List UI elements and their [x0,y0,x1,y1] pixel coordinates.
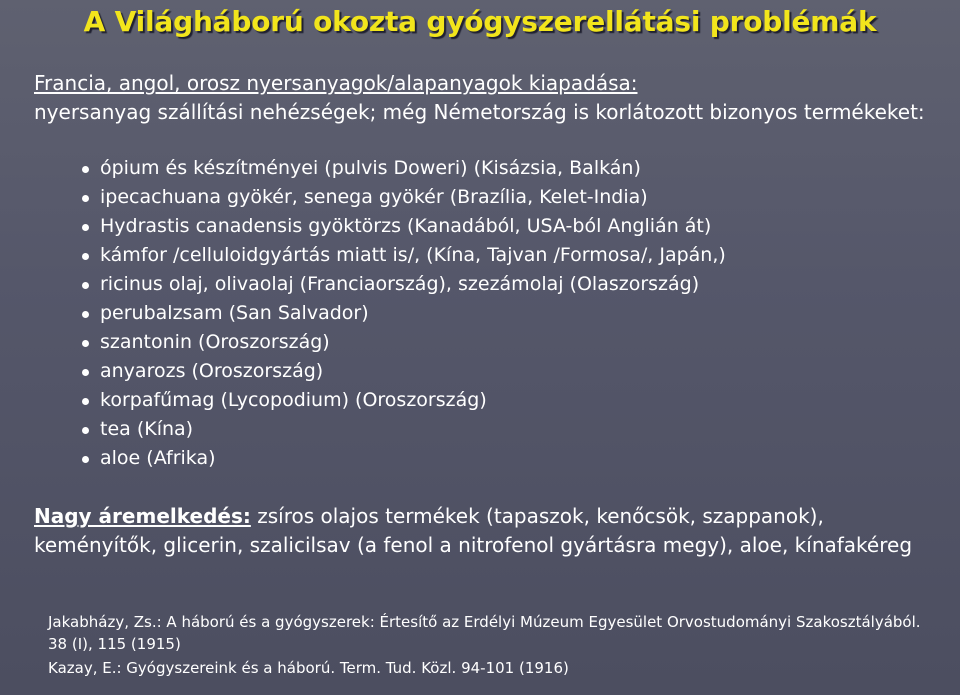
references [48,611,928,679]
list-item: szantonin (Oroszország) [80,328,726,357]
bullet-icon [82,253,89,260]
bullet-icon [82,224,89,231]
list-item: aloe (Afrika) [80,444,726,473]
list-item: ipecachuana gyökér, senega gyökér (Brazília, Kelet-India) [80,183,726,212]
section-price-increase [34,502,934,560]
list-item: ópium és készítményei (pulvis Doweri) (Kisázsia, Balkán) [80,154,726,183]
bullet-icon [82,427,89,434]
section-supply-heading: Francia, angol, orosz nyersanyagok/alapanyagok kiapadása: [34,71,638,95]
list-item: kámfor /celluloidgyártás miatt is/, (Kína, Tajvan /Formosa/, Japán,) [80,241,726,270]
list-item: ricinus olaj, olivaolaj (Franciaország), szezámolaj (Olaszország) [80,270,726,299]
bullet-icon [82,398,89,405]
bullet-icon [82,166,89,173]
section-price-text: zsíros olajos termékek (tapaszok, kenőcsök, szappanok), keményítők, glicerin, szalicilsav (a fenol a nitrofenol gyártásra megy), aloe, kínafakéreg [34,504,913,557]
bullet-icon [82,340,89,347]
bullet-icon [82,369,89,376]
bullet-icon [82,195,89,202]
list-item: perubalzsam (San Salvador) [80,299,726,328]
list-item: korpafűmag (Lycopodium) (Oroszország) [80,386,726,415]
reference-item: Jakabházy, Zs.: A háború és a gyógyszerek: Értesítő az Erdélyi Múzeum Egyesület Orvostudományi Szakosztályából. 38 (I), 115 (1915) [48,613,921,653]
material-list [80,154,726,473]
slide-title: A Világháború okozta gyógyszerellátási problémák [83,5,877,38]
list-item: anyarozs (Oroszország) [80,357,726,386]
bullet-icon [82,456,89,463]
list-item: Hydrastis canadensis gyöktörzs (Kanadából, USA-ból Anglián át) [80,212,726,241]
list-item: tea (Kína) [80,415,726,444]
reference-item: Kazay, E.: Gyógyszereink és a háború. Term. Tud. Közl. 94-101 (1916) [48,659,569,677]
section-supply-shortage [34,69,934,127]
section-price-heading: Nagy áremelkedés: [34,504,251,528]
bullet-icon [82,282,89,289]
section-supply-text: nyersanyag szállítási nehézségek; még Németország is korlátozott bizonyos termékeket: [34,100,925,124]
bullet-icon [82,311,89,318]
